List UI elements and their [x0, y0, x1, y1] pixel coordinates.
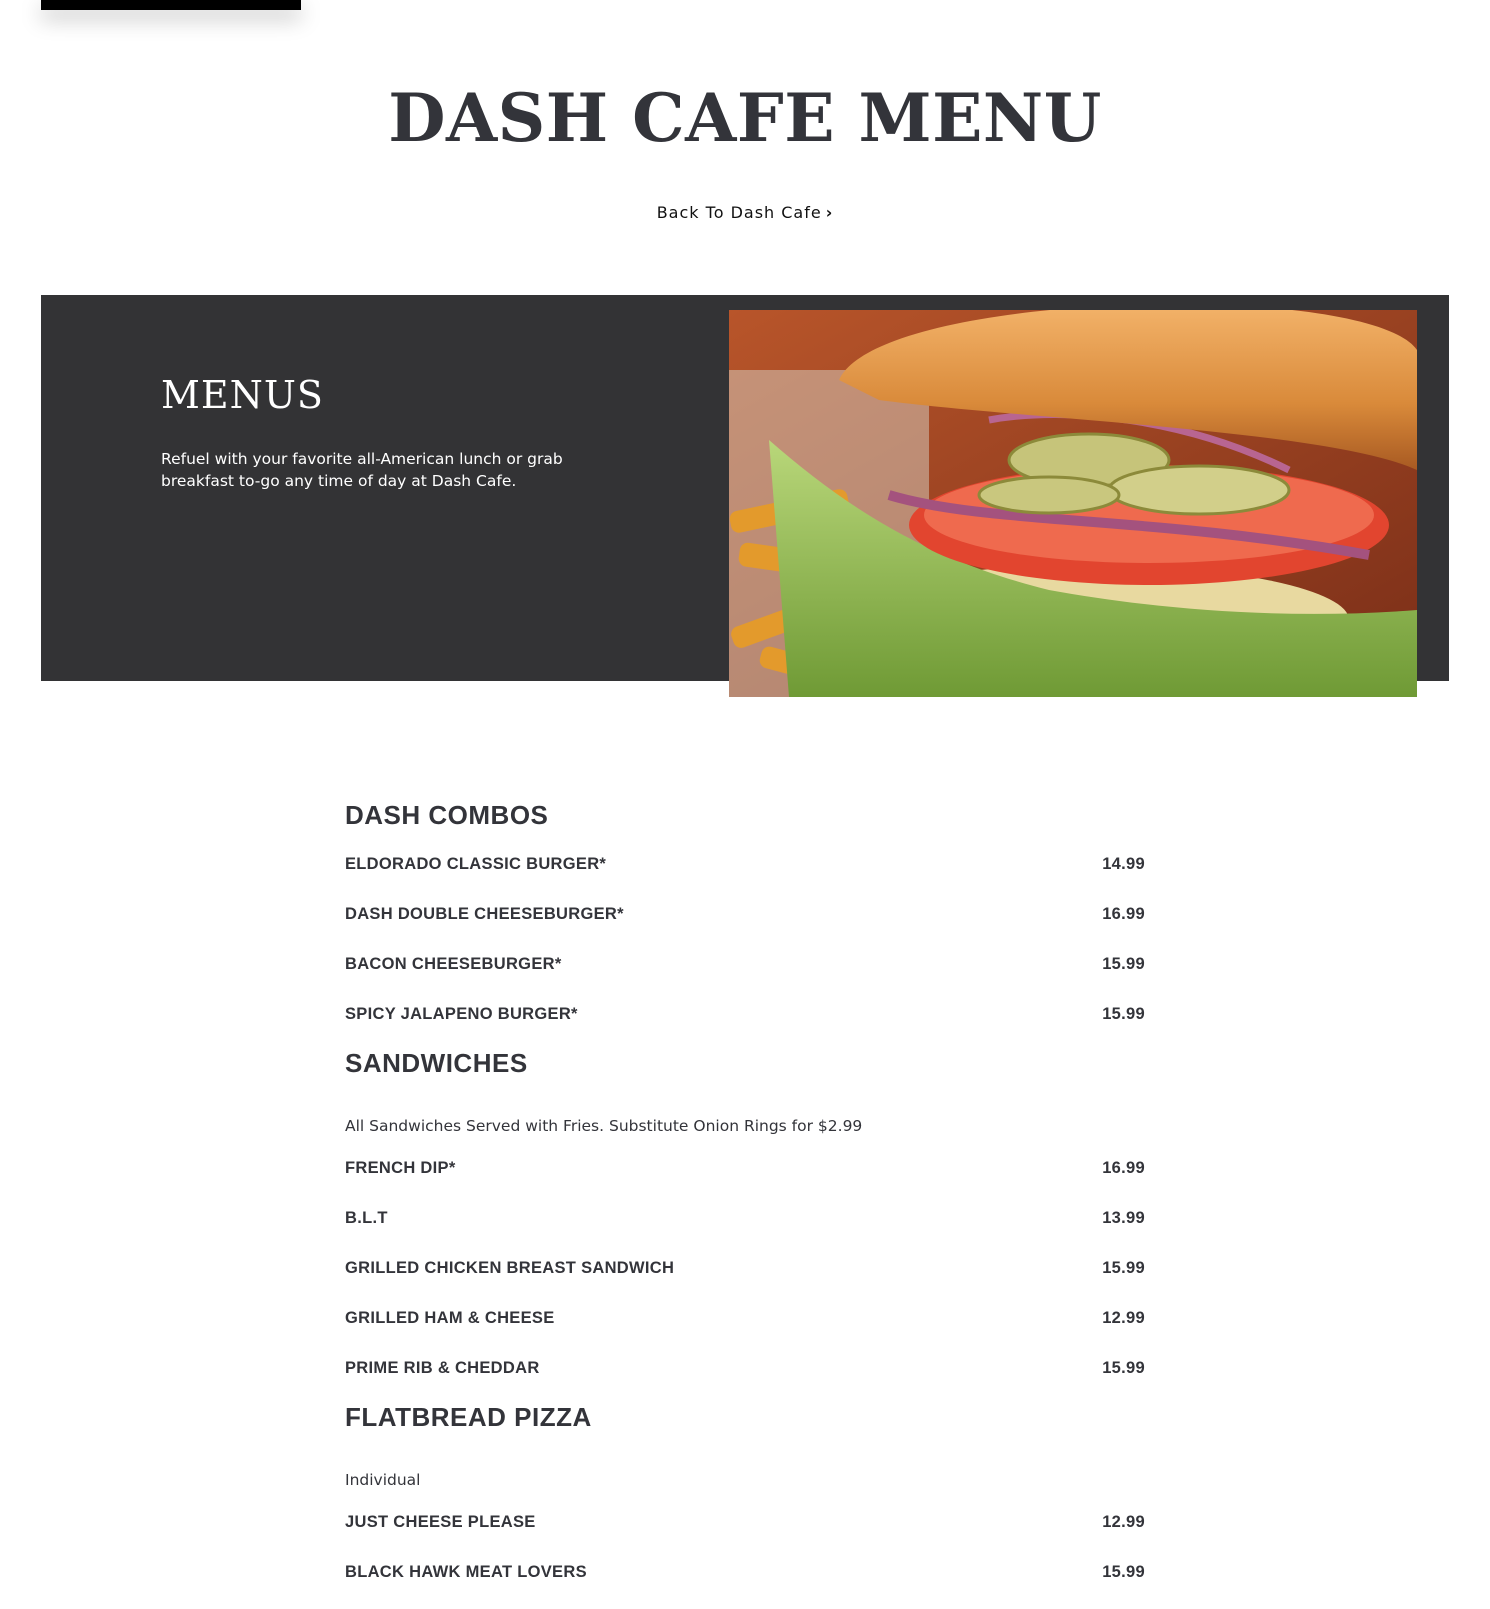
- section-title: FLATBREAD PIZZA: [345, 1402, 592, 1432]
- item-price: 15.99: [1102, 1359, 1145, 1377]
- item-price: 15.99: [1102, 1563, 1145, 1581]
- chevron-right-icon: ›: [825, 203, 834, 222]
- item-price: 15.99: [1102, 955, 1145, 973]
- item-name: BACON CHEESEBURGER*: [345, 955, 562, 973]
- section-title: SANDWICHES: [345, 1048, 528, 1078]
- item-name: SPICY JALAPENO BURGER*: [345, 1005, 578, 1023]
- menu-item: [345, 939, 1145, 989]
- item-name: JUST CHEESE PLEASE: [345, 1513, 536, 1531]
- item-price: 16.99: [1102, 905, 1145, 923]
- menu-item: [345, 839, 1145, 889]
- section-title: DASH COMBOS: [345, 800, 549, 830]
- item-name: GRILLED HAM & CHEESE: [345, 1309, 555, 1327]
- page-title: DASH CAFE MENU: [388, 79, 1102, 157]
- menu-item: [345, 1497, 1145, 1547]
- section-note: Individual: [345, 1471, 421, 1489]
- menu-item: [345, 1547, 1145, 1597]
- menu-item: [345, 1193, 1145, 1243]
- hero-heading: MENUS: [161, 373, 324, 417]
- item-name: GRILLED CHICKEN BREAST SANDWICH: [345, 1259, 675, 1277]
- menu-section-dash-combos: [345, 795, 1145, 1039]
- menu-item: [345, 989, 1145, 1039]
- menu-item: [345, 1343, 1145, 1393]
- menu-item: [345, 1243, 1145, 1293]
- menu-section-sandwiches: [345, 1043, 1145, 1393]
- item-name: DASH DOUBLE CHEESEBURGER*: [345, 905, 624, 923]
- item-price: 16.99: [1102, 1159, 1145, 1177]
- item-price: 12.99: [1102, 1513, 1145, 1531]
- back-link-label: Back To Dash Cafe: [656, 203, 822, 222]
- item-name: ELDORADO CLASSIC BURGER*: [345, 855, 607, 873]
- item-name: B.L.T: [345, 1209, 388, 1227]
- item-price: 15.99: [1102, 1259, 1145, 1277]
- menu-section-flatbread-pizza: [345, 1397, 1145, 1597]
- menu-item: [345, 1143, 1145, 1193]
- item-price: 14.99: [1102, 855, 1145, 873]
- item-price: 12.99: [1102, 1309, 1145, 1327]
- burger-photo: [729, 310, 1417, 697]
- back-to-dash-cafe-link[interactable]: [0, 200, 1490, 226]
- menu-list: [345, 795, 1145, 1601]
- item-price: 13.99: [1102, 1209, 1145, 1227]
- hero-description: Refuel with your favorite all-American lunch or grab breakfast to-go any time of day at Dash Cafe.: [161, 450, 563, 490]
- item-name: BLACK HAWK MEAT LOVERS: [345, 1563, 587, 1581]
- menu-item: [345, 1293, 1145, 1343]
- item-price: 15.99: [1102, 1005, 1145, 1023]
- menu-item: [345, 889, 1145, 939]
- item-name: FRENCH DIP*: [345, 1159, 456, 1177]
- top-nav-bar: [41, 0, 301, 10]
- section-note: All Sandwiches Served with Fries. Substitute Onion Rings for $2.99: [345, 1117, 863, 1135]
- item-name: PRIME RIB & CHEDDAR: [345, 1359, 540, 1377]
